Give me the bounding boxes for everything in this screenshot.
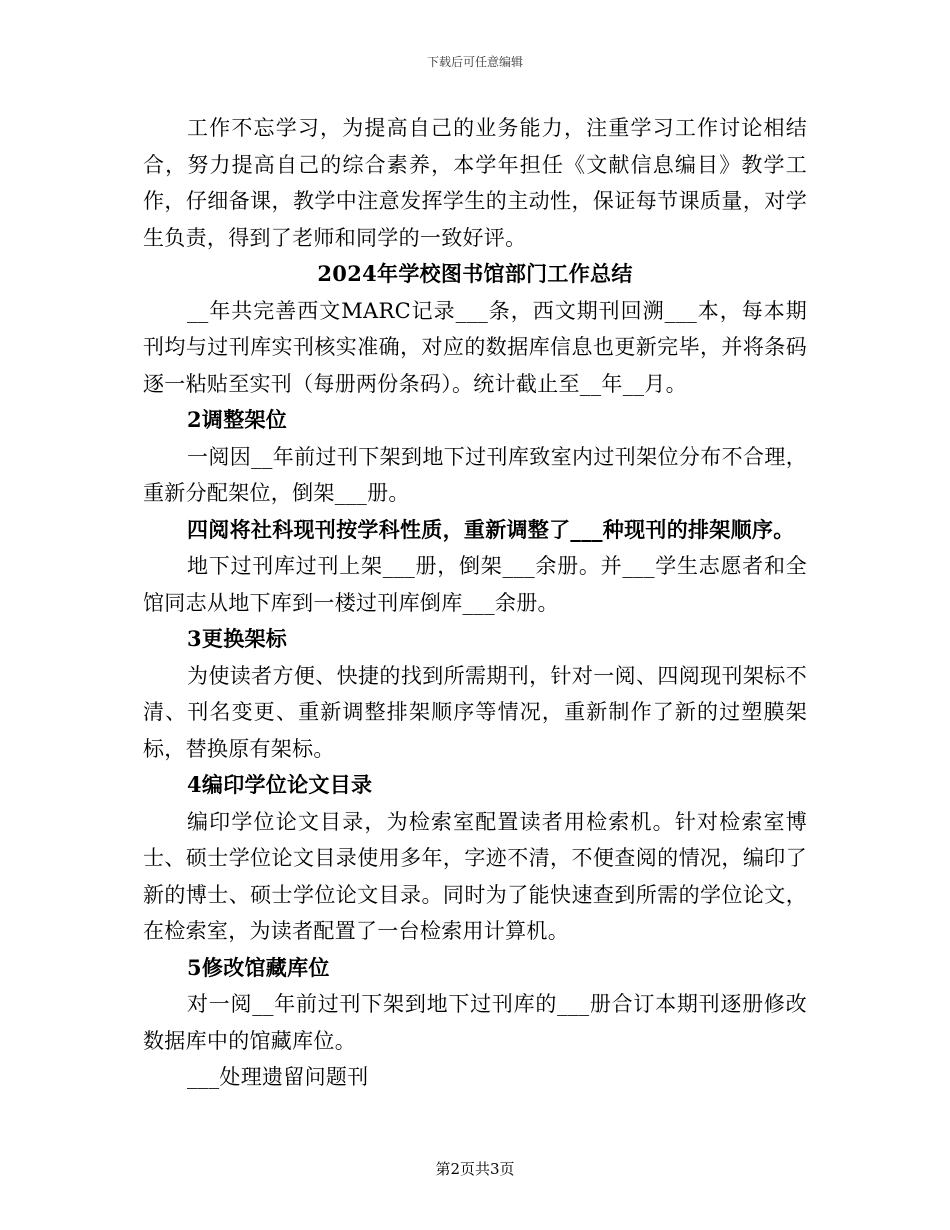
page-header-note: 下载后可任意编辑 xyxy=(426,55,523,69)
paragraph-reading-room-one: 一阅因__年前过刊下架到地下过刊库致室内过刊架位分布不合理，重新分配架位，倒架___册。 xyxy=(143,444,807,505)
paragraph-shelf-labels: 为使读者方便、快捷的找到所需期刊，针对一阅、四阅现刊架标不清、刊名变更、重新调整排架顺序等情况，重新制作了新的过塑膜架标，替换原有架标。 xyxy=(143,663,807,761)
section-heading-thesis-catalog: 4编印学位论文目录 xyxy=(187,772,373,797)
paragraph-reading-room-four: 四阅将社科现刊按学科性质，重新调整了___种现刊的排架顺序。 xyxy=(187,516,795,542)
page-number: 第2页共3页 xyxy=(435,1160,515,1178)
paragraph-marc-records: __年共完善西文MARC记录___条，西文期刊回溯___本，每本期刊均与过刊库实刊核实准确，对应的数据库信息也更新完毕，并将条码逐一粘贴至实刊（每册两份条码）。统计截止至__年__月。 xyxy=(143,298,807,396)
document-title: 2024年学校图书馆部门工作总结 xyxy=(317,261,633,286)
paragraph-basement-storage: 地下过刊库过刊上架___册，倒架___余册。并___学生志愿者和全馆同志从地下库到一楼过刊库倒库___余册。 xyxy=(143,554,807,615)
paragraph-thesis-catalog: 编印学位论文目录，为检索室配置读者用检索机。针对检索室博士、硕士学位论文目录使用多年，字迹不清，不便查阅的情况，编印了新的博士、硕士学位论文目录。同时为了能快速查到所需的学位论文，在检索室，为读者配置了一台检索用计算机。 xyxy=(143,809,807,943)
section-heading-collection-location: 5修改馆藏库位 xyxy=(187,954,330,980)
paragraph-work-study: 工作不忘学习，为提高自己的业务能力，注重学习工作讨论相结合，努力提高自己的综合素养，本学年担任《文献信息编目》教学工作，仔细备课，教学中注意发挥学生的主动性，保证每节课质量，对学生负责，得到了老师和同学的一致好评。 xyxy=(143,116,807,250)
paragraph-legacy-issues: ___处理遗留问题刊 xyxy=(187,1065,369,1089)
section-heading-adjust-shelves: 2调整架位 xyxy=(187,407,288,432)
section-heading-replace-labels: 3更换架标 xyxy=(187,626,288,651)
paragraph-collection-location: 对一阅__年前过刊下架到地下过刊库的___册合订本期刊逐册修改数据库中的馆藏库位。 xyxy=(143,992,807,1053)
document-body xyxy=(143,110,807,1096)
